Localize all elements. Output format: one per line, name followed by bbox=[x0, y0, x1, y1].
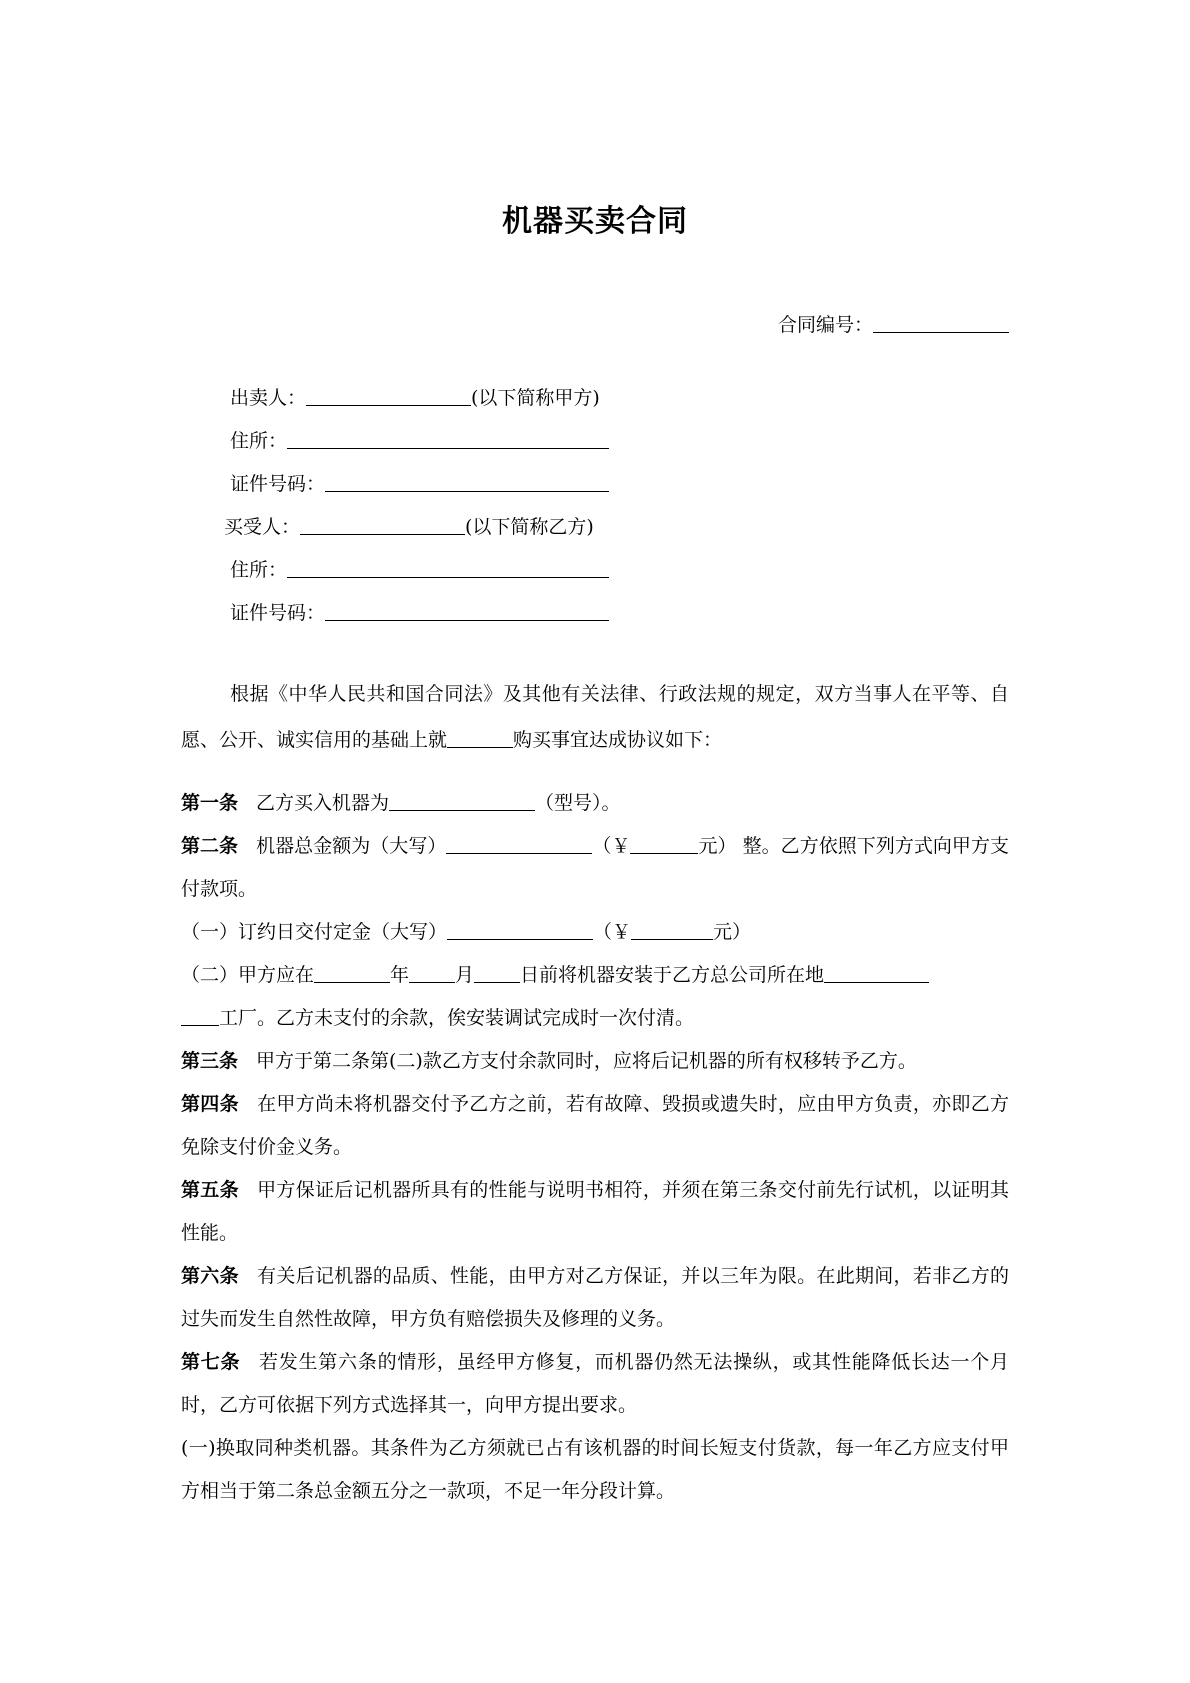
clause-6-text: 有关后记机器的品质、性能，由甲方对乙方保证，并以三年为限。在此期间，若非乙方的过失而发生自然性故障，甲方负有赔偿损失及修理的义务。 bbox=[181, 1265, 1009, 1330]
clause-2-amount-blank[interactable] bbox=[446, 833, 592, 854]
document-title: 机器买卖合同 bbox=[502, 204, 688, 239]
seller-id-label: 证件号码： bbox=[230, 473, 326, 495]
day-blank[interactable] bbox=[474, 962, 520, 983]
clause-7-item-1-text: (一)换取同种类机器。其条件为乙方须就已占有该机器的时间长短支付货款，每一年乙方应支付甲方相当于第二条总金额五分之一款项，不足一年分段计算。 bbox=[181, 1437, 1009, 1502]
clause-4-text: 在甲方尚未将机器交付予乙方之前，若有故障、毁损或遗失时，应由甲方负责，亦即乙方免除支付价金义务。 bbox=[181, 1093, 1009, 1158]
clause-3-heading: 第三条 bbox=[181, 1050, 239, 1072]
intro-blank[interactable] bbox=[447, 727, 513, 748]
seller-label: 出卖人： bbox=[230, 387, 307, 409]
month-label: 月 bbox=[455, 964, 475, 986]
clause-3 bbox=[181, 1040, 1009, 1083]
clause-2-yuan-blank[interactable] bbox=[630, 833, 698, 854]
clause-7 bbox=[181, 1341, 1009, 1427]
clause-2-heading: 第二条 bbox=[181, 835, 239, 857]
buyer-id-line bbox=[230, 592, 1009, 635]
clause-6 bbox=[181, 1255, 1009, 1341]
seller-address-label: 住所： bbox=[230, 430, 288, 452]
clause-7-item-1 bbox=[181, 1427, 1009, 1513]
contract-number-label: 合同编号： bbox=[777, 314, 873, 336]
clause-7-text: 若发生第六条的情形，虽经甲方修复，而机器仍然无法操纵，或其性能降低长达一个月时，乙方可依据下列方式选择其一，向甲方提出要求。 bbox=[181, 1351, 1009, 1416]
clause-5-text: 甲方保证后记机器所具有的性能与说明书相符，并须在第三条交付前先行试机，以证明其性能。 bbox=[181, 1179, 1009, 1244]
buyer-suffix: (以下简称乙方) bbox=[465, 516, 594, 538]
clause-2-item-1-text-c: 元） bbox=[713, 921, 752, 943]
clauses bbox=[181, 782, 1009, 1513]
clause-5 bbox=[181, 1169, 1009, 1255]
seller-address-line bbox=[230, 420, 1009, 463]
clause-2-item-2-text-a: （二）甲方应在 bbox=[181, 964, 315, 986]
clause-2-text-a: 机器总金额为（大写） bbox=[256, 835, 447, 857]
clause-2-item-2-text-d: 日前将机器安装于乙方总公司所在地 bbox=[520, 964, 825, 986]
seller-line bbox=[230, 377, 1009, 420]
location-blank-1[interactable] bbox=[824, 962, 929, 983]
clause-5-heading: 第五条 bbox=[181, 1179, 239, 1201]
clause-3-text: 甲方于第二条第(二)款乙方支付余款同时，应将后记机器的所有权移转予乙方。 bbox=[256, 1050, 917, 1072]
seller-address-blank[interactable] bbox=[287, 428, 609, 449]
clause-2-text-c: 元） 整。乙方依照下列方式向甲方支付款项。 bbox=[181, 835, 1009, 900]
year-blank[interactable] bbox=[314, 962, 390, 983]
clause-2-item-1-text-b: （￥ bbox=[593, 921, 632, 943]
clause-4 bbox=[181, 1083, 1009, 1169]
seller-blank[interactable] bbox=[306, 385, 471, 406]
clause-1-heading: 第一条 bbox=[181, 792, 239, 814]
buyer-address-line bbox=[230, 549, 1009, 592]
location-blank-2[interactable] bbox=[181, 1005, 219, 1026]
clause-7-heading: 第七条 bbox=[181, 1351, 241, 1373]
clause-2 bbox=[181, 825, 1009, 911]
seller-id-line bbox=[230, 463, 1009, 506]
clause-2-item-1 bbox=[181, 911, 1009, 954]
contract-number bbox=[181, 310, 1009, 337]
buyer-address-blank[interactable] bbox=[287, 557, 609, 578]
clause-4-heading: 第四条 bbox=[181, 1093, 239, 1115]
intro-text-1: 根据《中华人民共和国合同法》及其他有关法律、行政法规的规定，双方当事人在平等、自愿、公开、诚实信用的基础上就 bbox=[181, 683, 1009, 751]
clause-1-blank[interactable] bbox=[389, 790, 535, 811]
clause-1 bbox=[181, 782, 1009, 825]
seller-suffix: (以下简称甲方) bbox=[471, 387, 600, 409]
clause-2-item-2 bbox=[181, 954, 1009, 1040]
month-blank[interactable] bbox=[409, 962, 455, 983]
clause-1-text-a: 乙方买入机器为 bbox=[256, 792, 390, 814]
buyer-address-label: 住所： bbox=[230, 559, 288, 581]
buyer-id-label: 证件号码： bbox=[230, 602, 326, 624]
intro-text-2: 购买事宜达成协议如下： bbox=[513, 729, 723, 751]
deposit-yuan-blank[interactable] bbox=[631, 919, 713, 940]
clause-2-item-2-text-e: 工厂。乙方未支付的余款，俟安装调试完成时一次付清。 bbox=[219, 1007, 695, 1029]
contract-number-blank[interactable] bbox=[873, 312, 1009, 333]
buyer-blank[interactable] bbox=[300, 514, 465, 535]
buyer-id-blank[interactable] bbox=[325, 600, 609, 621]
buyer-label: 买受人： bbox=[224, 516, 301, 538]
intro-paragraph bbox=[181, 671, 1009, 763]
clause-2-text-b: （￥ bbox=[592, 835, 631, 857]
clause-2-item-1-text-a: （一）订约日交付定金（大写） bbox=[181, 921, 448, 943]
buyer-line bbox=[224, 506, 1009, 549]
clause-1-text-b: （型号）。 bbox=[535, 792, 621, 814]
seller-id-blank[interactable] bbox=[325, 471, 609, 492]
year-label: 年 bbox=[390, 964, 410, 986]
clause-6-heading: 第六条 bbox=[181, 1265, 239, 1287]
party-info bbox=[224, 377, 1009, 635]
deposit-amount-blank[interactable] bbox=[447, 919, 593, 940]
